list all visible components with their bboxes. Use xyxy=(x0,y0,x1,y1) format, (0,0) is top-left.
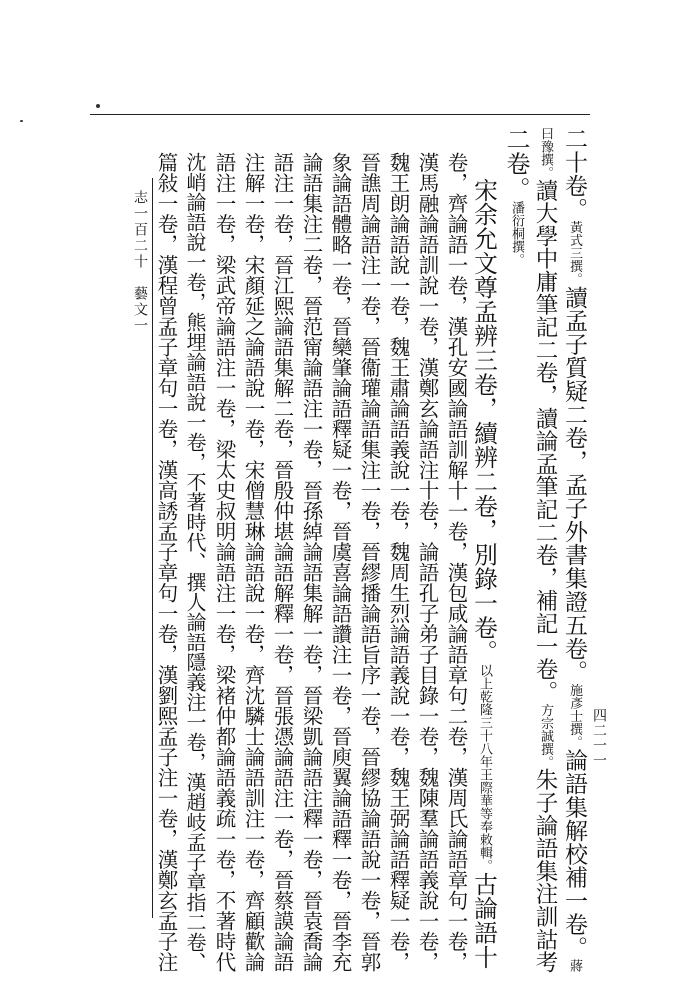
text-column-12 xyxy=(243,152,264,972)
column-segment: 卷，齊論語一卷，漢孔安國論語訓解十一卷，漢包咸論語章句二卷，漢周氏論語章句一卷， xyxy=(444,152,468,972)
annotation-note: 以上乾隆三十八年王際華等奉敕輯。 xyxy=(477,664,492,872)
column-segment: 晉譙周論語注一卷，晉衞瓘論語集注一卷，晉繆播論語旨序一卷，晉繆協論語說一卷，晉郭 xyxy=(357,152,381,972)
annotation-note: 曰豫撰。 xyxy=(538,127,553,179)
text-column-14 xyxy=(185,152,205,972)
text-column-3 xyxy=(504,127,528,266)
column-segment: 讀孟子質疑二卷，孟子外書集證五卷。 xyxy=(561,285,587,684)
column-segment: 象論語體略一卷，晉欒肇論語釋疑一卷，晉虞喜論語讚注一卷，晉庾翼論語釋一卷，晉李充 xyxy=(328,152,352,972)
top-border-rule xyxy=(90,114,590,115)
annotation-note: 蔣 xyxy=(567,959,582,973)
text-column-6 xyxy=(417,152,438,972)
page-number: 四二一一 xyxy=(591,708,607,768)
column-segment: 二卷。 xyxy=(502,127,530,201)
text-column-10 xyxy=(301,152,322,972)
text-column-15 xyxy=(156,152,177,972)
text-column-1 xyxy=(562,127,585,972)
text-column-8 xyxy=(359,152,380,972)
text-column-5 xyxy=(446,152,467,972)
column-segment: 沈峭論語說一卷，熊埋論語說一卷，不著時代、撰人論語隱義注一卷，漢趙岐孟子章指二卷、 xyxy=(183,152,207,972)
column-segment: 讀大學中庸筆記二卷，讀論孟筆記二卷，補記一卷。 xyxy=(532,179,558,704)
column-segment: 篇敍一卷，漢程曾孟子章句一卷，漢高誘孟子章句一卷，漢劉熙孟子注一卷，漢鄭玄孟子注 xyxy=(154,152,178,972)
column-segment: 論語集解校補一卷。 xyxy=(561,748,587,960)
scan-speck xyxy=(20,120,23,122)
annotation-note: 黃式三撰。 xyxy=(567,220,582,286)
column-segment: 論語集注二卷，晉范甯論語注一卷，晉孫綽論語集解一卷，晉梁凱論語注釋一卷，晉袁喬論 xyxy=(299,152,323,972)
annotation-note: 潘衍桐撰。 xyxy=(509,200,524,266)
annotation-note: 方宗誠撰。 xyxy=(538,703,553,769)
column-segment: 宋余允文尊孟辨三卷，續辨二卷，別錄一卷。 xyxy=(470,178,498,664)
text-column-9 xyxy=(330,152,351,972)
column-segment: 古論語十 xyxy=(470,872,498,970)
text-column-2 xyxy=(534,127,557,974)
scan-speck xyxy=(96,104,100,108)
column-segment: 語注一卷，晉江熙論語集解二卷，晉殷仲堪論語解釋一卷，晉張憑論語注一卷，晉蔡謨論語 xyxy=(270,152,294,972)
column-segment: 漢馬融論語訓說一卷，漢鄭玄論語注十卷，論語孔子弟子目錄一卷，魏陳羣論語義說一卷， xyxy=(415,152,439,972)
running-footer: 志一百二十 藝文一 xyxy=(132,190,148,334)
annotation-note: 施彥士撰。 xyxy=(567,683,582,749)
column-segment: 朱子論語集注訓詁考 xyxy=(532,768,558,974)
text-column-4 xyxy=(470,178,498,970)
column-segment: 語注一卷，梁武帝論語注一卷，梁太史叔明論語注一卷，梁褚仲都論語義疏一卷，不著時代 xyxy=(212,152,236,972)
text-column-7 xyxy=(388,152,409,972)
column-segment: 注解一卷，宋顏延之論語說一卷，宋僧慧琳論語說一卷，齊沈驎士論語訓注一卷，齊顧歡論 xyxy=(241,152,265,972)
column-segment: 魏王朗論語說一卷，魏王肅論語義說一卷，魏周生烈論語義說一卷，魏王弼論語釋疑一卷， xyxy=(386,152,410,972)
column-segment: 二十卷。 xyxy=(561,127,587,221)
text-column-13 xyxy=(214,152,235,972)
text-column-11 xyxy=(272,152,293,972)
left-border-rule xyxy=(152,178,153,918)
